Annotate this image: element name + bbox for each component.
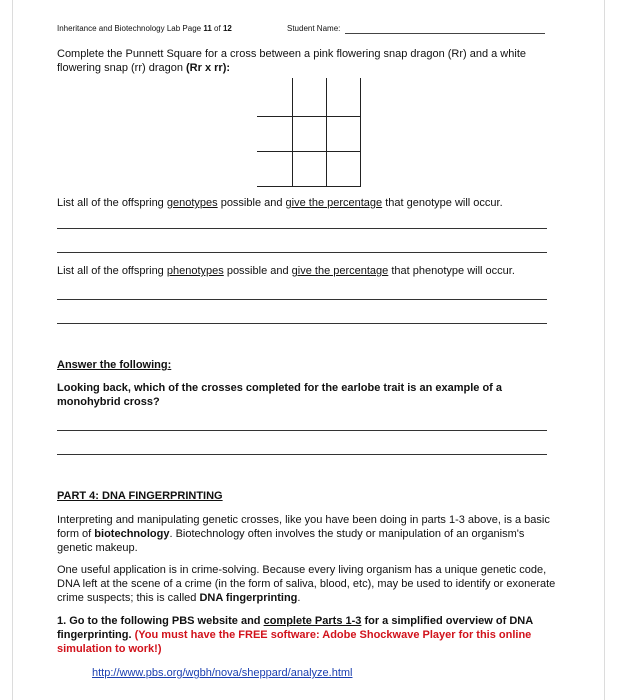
punnett-instruction-text: Complete the Punnett Square for a cross between a pink flowering snap dragon (Rr) and a white flowering snap (rr) dragon — [57, 48, 526, 74]
page-of: of — [211, 24, 223, 33]
phenotypes-post: that phenotype will occur. — [388, 265, 515, 277]
punnett-instruction — [57, 47, 557, 75]
para2-post: . — [297, 592, 301, 604]
para1-bold: biotechnology — [94, 528, 170, 540]
answer-line[interactable] — [57, 323, 547, 324]
step1-underlined: complete Parts 1-3 — [263, 615, 362, 627]
genotypes-post: that genotype will occur. — [382, 197, 503, 209]
monohybrid-question: Looking back, which of the crosses completed for the earlobe trait is an example of a monohybrid cross? — [57, 382, 503, 408]
pbs-link-text[interactable]: http://www.pbs.org/wgbh/nova/sheppard/analyze.html — [92, 667, 353, 679]
genotypes-pre: List all of the offspring — [57, 197, 167, 209]
para2-bold: DNA fingerprinting — [199, 592, 298, 604]
punnett-line-v1 — [292, 78, 293, 186]
punnett-line-h2 — [257, 151, 361, 152]
pbs-link[interactable] — [92, 666, 492, 680]
answer-line[interactable] — [57, 228, 547, 229]
phenotypes-prompt — [57, 264, 557, 278]
phenotypes-pre: List all of the offspring — [57, 265, 167, 277]
genotypes-prompt — [57, 196, 557, 210]
header-title-text: Inheritance and Biotechnology Lab Page — [57, 24, 204, 33]
genotypes-give: give the percentage — [285, 197, 383, 209]
phenotypes-term: phenotypes — [166, 265, 224, 277]
answer-heading: Answer the following: — [57, 359, 172, 371]
part4-paragraph-2 — [57, 563, 562, 605]
genotypes-mid: possible and — [217, 197, 286, 209]
part4-step-1 — [57, 614, 552, 656]
phenotypes-give: give the percentage — [291, 265, 389, 277]
page-total: 12 — [222, 24, 232, 33]
punnett-line-v2 — [326, 78, 327, 186]
student-name-field[interactable] — [345, 33, 545, 34]
para1-pre: Interpreting and manipulating genetic crosses, like you have been doing in parts 1-3 above, is a basic form of — [57, 514, 550, 540]
answer-line[interactable] — [57, 252, 547, 253]
student-name-label: Student Name: — [287, 24, 341, 33]
answer-line[interactable] — [57, 299, 547, 300]
answer-line[interactable] — [57, 430, 547, 431]
para2-pre: One useful application is in crime-solving. Because every living organism has a unique genetic code, DNA left at the scene of a crime (in the form of saliva, blood, etc), may be used to identify or exonerate crime suspects; this is called — [57, 564, 556, 604]
part4-heading: PART 4: DNA FINGERPRINTING — [57, 490, 223, 502]
punnett-line-v3 — [360, 78, 361, 186]
step1-post: for a simplified overview of DNA fingerprinting. — [57, 615, 533, 641]
genotypes-term: genotypes — [166, 197, 218, 209]
para1-post: . Biotechnology often involves the study or manipulation of an organism's genetic makeup. — [57, 528, 525, 554]
answer-line[interactable] — [57, 454, 547, 455]
header-title — [57, 24, 232, 33]
page-current: 11 — [203, 24, 212, 33]
step1-pre: 1. Go to the following PBS website and — [57, 615, 264, 627]
part4-paragraph-1 — [57, 513, 562, 555]
punnett-cross: (Rr x rr): — [186, 62, 231, 74]
phenotypes-mid: possible and — [223, 265, 292, 277]
punnett-line-h3 — [257, 186, 361, 187]
punnett-line-h1 — [257, 116, 361, 117]
step1-warning: (You must have the FREE software: Adobe Shockwave Player for this online simulation to work!) — [57, 629, 532, 655]
